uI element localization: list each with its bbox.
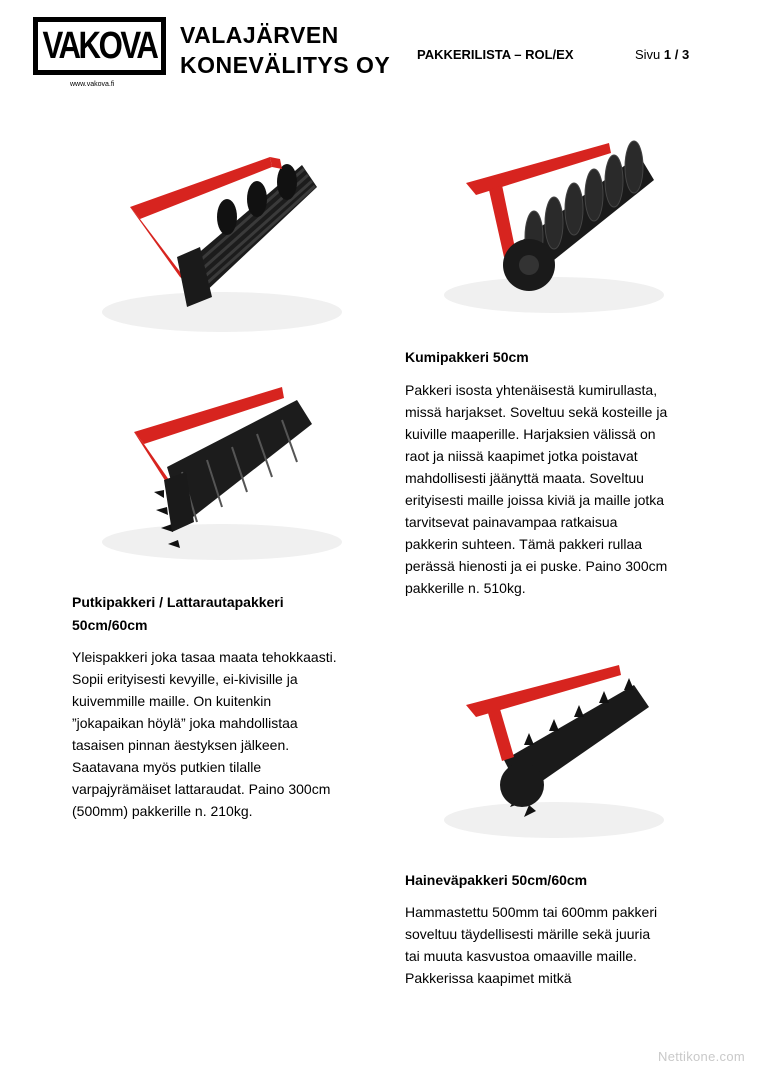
company-name	[180, 20, 390, 80]
heading-putkipakkeri	[72, 591, 284, 637]
company-name-line1: VALAJÄRVEN	[180, 22, 339, 48]
text-line: tarvitsevat painavampaa ratkaisua	[405, 514, 618, 530]
text-line: tai muuta kasvustoa omaaville maille.	[405, 948, 637, 964]
heading-line: 50cm/60cm	[72, 617, 148, 633]
page-prefix: Sivu	[635, 47, 664, 62]
heading-line: Hainеväpakkeri 50cm/60cm	[405, 872, 588, 888]
product-image-hainevapakkeri	[404, 645, 691, 853]
page-number	[635, 47, 689, 62]
text-line: Pakkerissa kaapimet mitkä	[405, 970, 572, 986]
heading-hainevapakkeri	[405, 869, 587, 892]
product-image-kumipakkeri	[404, 125, 691, 332]
text-line: kuivemmille maille. On kuitenkin	[72, 693, 272, 709]
heading-kumipakkeri	[405, 346, 529, 369]
text-line: perässä hienosti ja ei puske. Paino 300cm	[405, 558, 668, 574]
description-hainevapakkeri	[405, 901, 657, 989]
text-line: varpajyrämäiset lattaraudat. Paino 300cm	[72, 781, 331, 797]
document-title: PAKKERILISTA – ROL/EX	[417, 47, 574, 62]
product-image-lattarautapakkeri	[72, 372, 359, 572]
text-line: Saatavana myös putkien tilalle	[72, 759, 262, 775]
page-separator: /	[671, 47, 682, 62]
page-current: 1	[663, 47, 672, 62]
text-line: pakkerille n. 510kg.	[405, 580, 526, 596]
logo-text: VAKOVA	[42, 24, 157, 67]
text-line: Hammastettu 500mm tai 600mm pakkeri	[405, 904, 658, 920]
heading-line: Kumipakkeri 50cm	[405, 349, 529, 365]
text-line: soveltuu täydellisesti märille sekä juuria	[405, 926, 651, 942]
page-total: 3	[681, 47, 690, 62]
text-line: missä harjakset. Soveltuu sekä kosteille ja	[405, 404, 668, 420]
text-line: erityisesti maille joissa kiviä ja maille jotka	[405, 492, 665, 508]
text-line: pakkerin suhteen. Tämä pakkeri rullaa	[405, 536, 643, 552]
text-line: mahdollisesti jäänyttä maata. Soveltuu	[405, 470, 644, 486]
logo-url: www.vakova.fi	[70, 81, 115, 88]
text-line: ”jokapaikan höylä” joka mahdollistaa	[72, 715, 298, 731]
watermark: Nettikone.com	[658, 1049, 745, 1064]
text-line: Sopii erityisesti kevyille, ei-kivisille ja	[72, 671, 298, 687]
text-line: raot ja niissä kaapimet jotka poistavat	[405, 448, 638, 464]
text-line: Pakkeri isosta yhtenäisestä kumirullasta,	[405, 382, 658, 398]
text-line: kuiville maaperille. Harjaksien välissä on	[405, 426, 656, 442]
logo	[33, 17, 166, 75]
description-kumipakkeri	[405, 379, 667, 599]
company-name-line2: KONEVÄLITYS OY	[180, 52, 391, 78]
heading-line: Putkipakkeri / Lattarautapakkeri	[72, 594, 284, 610]
text-line: Yleispakkeri joka tasaa maata tehokkaasti.	[72, 649, 337, 665]
description-putkipakkeri	[72, 646, 337, 822]
text-line: (500mm) pakkerille n. 210kg.	[72, 803, 253, 819]
product-image-putkipakkeri	[72, 137, 359, 350]
text-line: tasaisen pinnan äestyksen jälkeen.	[72, 737, 290, 753]
